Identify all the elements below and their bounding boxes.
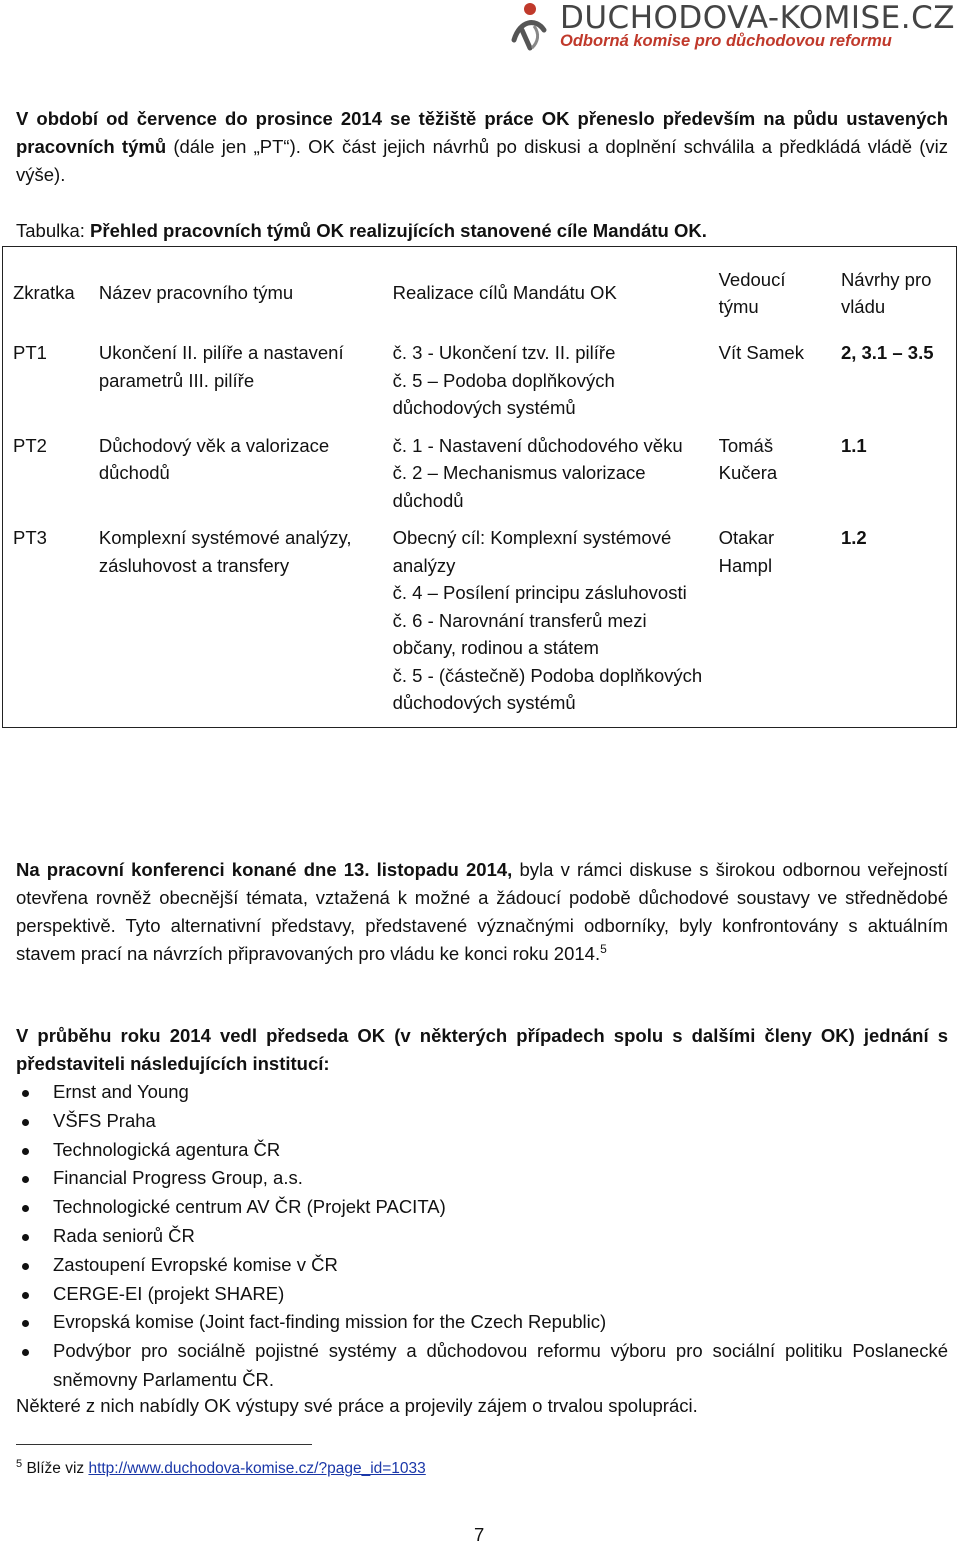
goal-line: č. 3 - Ukončení tzv. II. pilíře [392,342,616,363]
intro-paragraph [16,105,948,189]
list-item [16,1193,948,1222]
goal-line: č. 1 - Nastavení důchodového věku [392,434,683,456]
bullet-icon [22,1320,29,1327]
list-item [16,1078,948,1107]
cell-goals [393,339,711,432]
caption-prefix: Tabulka: [16,220,91,241]
bullet-icon [22,1205,29,1212]
list-item-text: Financial Progress Group, a.s. [53,1167,303,1189]
list-item-text: Technologická agentura ČR [53,1138,281,1160]
goal-line: č. 6 - Narovnání transferů mezi občany, rodinou a státem [392,609,647,658]
list-item [16,1251,948,1280]
footnote-text: Blíže viz [26,1460,89,1478]
institutions-intro: V průběhu roku 2014 vedl předseda OK (v některých případech spolu s dalšími členy OK) jednání s představiteli následujících institucí: [16,1025,948,1074]
institutions-list [16,1078,948,1395]
table-caption [16,217,948,245]
conference-rest: byla v rámci diskuse s širokou odbornou veřejností otevřena rovněž obecnější témata, vztažená k možné a žádoucí podobě důchodové soustavy ve střednědobé perspektivě. Tyto alternativní představy, představené význačnými odborníky, byly konfrontovány s aktuálním stavem prací na návrzích připravovaných pro vládu ke konci roku 2014. [16,859,949,964]
cell-abbr: PT2 [13,434,47,456]
table-row [3,524,957,727]
header-name: Název pracovního týmu [98,282,294,304]
list-item-text: Podvýbor pro sociálně pojistné systémy a důchodovou reformu výboru pro sociální politiku Poslanecké sněmovny Parlamentu ČR. [53,1340,948,1390]
cell-proposals: 1.1 [840,434,867,456]
footnote-link[interactable]: http://www.duchodova-komise.cz/?page_id=1033 [88,1460,426,1478]
bullet-icon [22,1148,29,1155]
header-leader: Vedoucí týmu [718,268,786,317]
cell-goals [393,432,711,525]
site-logo [500,0,956,52]
goal-line: č. 2 – Mechanismus valorizace důchodů [392,462,646,511]
list-item-text: Evropská komise (Joint fact-finding mission for the Czech Republic) [53,1311,607,1333]
bullet-icon [22,1292,29,1299]
goal-line: č. 5 – Podoba doplňkových důchodových systémů [392,369,615,418]
cell-proposals: 1.2 [840,527,867,548]
intro-rest: (dále jen „PT“). OK část jejich návrhů po diskusi a doplnění schválila a předkládá vládě (viz výše). [16,136,948,185]
list-item [16,1280,948,1309]
bullet-icon [22,1234,29,1241]
caption-title: Přehled pracovních týmů OK realizujících stanovené cíle Mandátu OK. [90,220,707,241]
logo-subtitle: Odborná komise pro důchodovou reformu [560,32,892,50]
footnote [16,1458,426,1478]
cell-name: Důchodový věk a valorizace důchodů [98,434,330,483]
list-item [16,1107,948,1136]
cell-leader: Tomáš Kučera [718,434,778,483]
bullet-icon [22,1090,29,1097]
logo-figure-icon [500,0,556,52]
list-item-text: Ernst and Young [53,1081,189,1102]
cell-abbr: PT1 [13,342,47,363]
footnote-number: 5 [16,1458,23,1470]
cell-name: Komplexní systémové analýzy, zásluhovost a transfery [98,527,352,576]
list-item [16,1136,948,1165]
cell-abbr: PT3 [13,527,47,548]
list-item [16,1164,948,1193]
table-header-row [3,247,957,340]
list-item [16,1308,948,1337]
cell-leader: Vít Samek [718,342,804,363]
closing-sentence: Některé z nich nabídly OK výstupy své práce a projevily zájem o trvalou spolupráci. [16,1395,698,1416]
list-item [16,1222,948,1251]
footnote-divider [16,1444,312,1445]
goal-line: č. 4 – Posílení principu zásluhovosti [392,582,687,603]
bullet-icon [22,1119,29,1126]
intro-bold: V období od července do prosince 2014 se těžiště práce OK přeneslo především na půdu ustavených pracovních týmů [16,108,948,157]
table-row [3,339,957,432]
header-proposals: Návrhy pro vládu [840,268,932,317]
header-abbr: Zkratka [13,282,75,304]
bullet-icon [22,1349,29,1356]
goal-line: č. 5 - (částečně) Podoba doplňkových důchodových systémů [392,664,703,713]
cell-goals [393,524,711,727]
conference-paragraph [16,856,948,968]
cell-leader: Otakar Hampl [718,527,775,576]
cell-name: Ukončení II. pilíře a nastavení parametrů III. pilíře [98,342,344,391]
page-number: 7 [474,1524,485,1545]
logo-title: DUCHODOVA-KOMISE.CZ [560,0,956,36]
list-item-text: Technologické centrum AV ČR (Projekt PACITA) [53,1196,446,1218]
footnote-reference: 5 [600,941,607,956]
cell-proposals: 2, 3.1 – 3.5 [840,342,934,363]
conference-bold: Na pracovní konferenci konané dne 13. listopadu 2014, [16,859,513,880]
list-item [16,1337,948,1395]
list-item-text: Zastoupení Evropské komise v ČR [53,1253,338,1275]
header-goals: Realizace cílů Mandátu OK [392,282,617,304]
teams-table [2,246,957,728]
bullet-icon [22,1263,29,1270]
bullet-icon [22,1176,29,1183]
goal-line: Obecný cíl: Komplexní systémové analýzy [392,527,672,576]
list-item-text: VŠFS Praha [53,1109,156,1131]
table-row [3,432,957,525]
list-item-text: CERGE-EI (projekt SHARE) [53,1282,285,1304]
list-item-text: Rada seniorů ČR [53,1224,195,1246]
